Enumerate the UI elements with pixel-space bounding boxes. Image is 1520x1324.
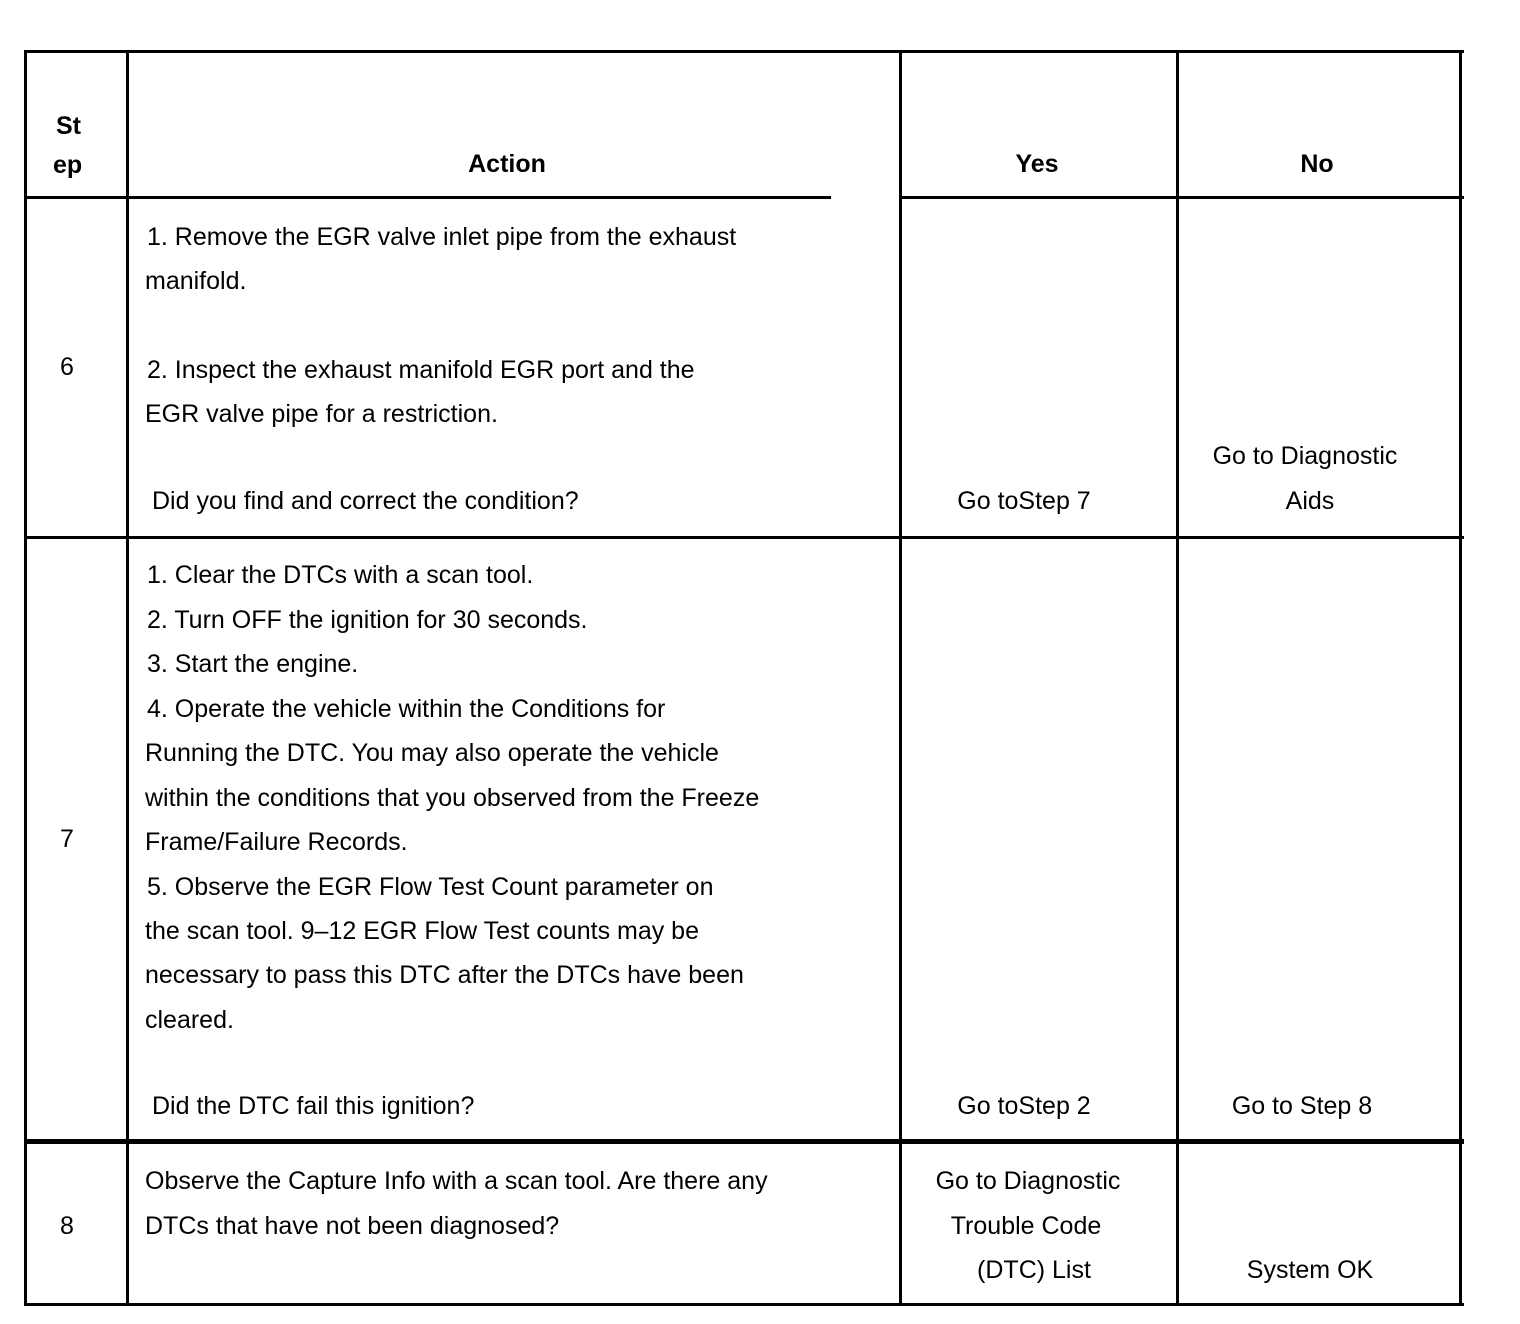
action-question: Did you find and correct the condition? [152, 487, 579, 515]
action-line: 2. Turn OFF the ignition for 30 seconds. [147, 606, 588, 634]
table-border-top [24, 50, 1464, 53]
row-divider [24, 536, 1464, 539]
header-no: No [1300, 150, 1334, 178]
action-line: 1. Clear the DTCs with a scan tool. [147, 561, 534, 589]
step-number: 8 [60, 1212, 74, 1240]
header-action: Action [468, 150, 546, 178]
no-result-line: Aids [1285, 487, 1335, 515]
action-line: DTCs that have not been diagnosed? [145, 1212, 560, 1240]
action-line: manifold. [145, 267, 247, 295]
column-divider [1176, 50, 1179, 1306]
action-line: 1. Remove the EGR valve inlet pipe from the exhaust [147, 223, 737, 251]
column-divider [126, 50, 129, 1306]
action-line: 3. Start the engine. [147, 650, 359, 678]
action-line: EGR valve pipe for a restriction. [145, 400, 498, 428]
action-line: 5. Observe the EGR Flow Test Count parameter on [147, 873, 714, 901]
step-number: 7 [60, 825, 74, 853]
table-border-right [1459, 50, 1462, 1306]
no-result: System OK [1246, 1256, 1374, 1284]
action-line: the scan tool. 9–12 EGR Flow Test counts may be [145, 917, 699, 945]
action-line: 2. Inspect the exhaust manifold EGR port and the [147, 356, 695, 384]
header-step-line2: ep [53, 151, 83, 179]
action-question: Did the DTC fail this ignition? [152, 1092, 475, 1120]
row-divider [24, 1139, 1464, 1144]
no-result: Go to Step 8 [1231, 1092, 1373, 1120]
header-step-line1: St [56, 112, 81, 140]
action-line: Running the DTC. You may also operate the vehicle [145, 739, 719, 767]
header-divider [24, 196, 831, 199]
action-line: necessary to pass this DTC after the DTCs have been [145, 961, 744, 989]
step-number: 6 [60, 353, 74, 381]
action-line: Frame/Failure Records. [145, 828, 408, 856]
table-border-left [24, 50, 27, 1306]
yes-result-line: (DTC) List [977, 1256, 1091, 1284]
action-line: Observe the Capture Info with a scan tool. Are there any [145, 1167, 768, 1195]
yes-result-line: Trouble Code [950, 1212, 1102, 1240]
header-yes: Yes [1015, 150, 1059, 178]
no-result-line: Go to Diagnostic [1212, 442, 1398, 470]
yes-result-line: Go to Diagnostic [935, 1167, 1121, 1195]
yes-result: Go toStep 2 [957, 1092, 1091, 1120]
table-border-bottom [24, 1303, 1464, 1306]
action-line: 4. Operate the vehicle within the Conditions for [147, 695, 666, 723]
yes-result: Go toStep 7 [957, 487, 1091, 515]
action-line: cleared. [145, 1006, 234, 1034]
action-line: within the conditions that you observed from the Freeze [145, 784, 760, 812]
header-divider [899, 196, 1464, 199]
